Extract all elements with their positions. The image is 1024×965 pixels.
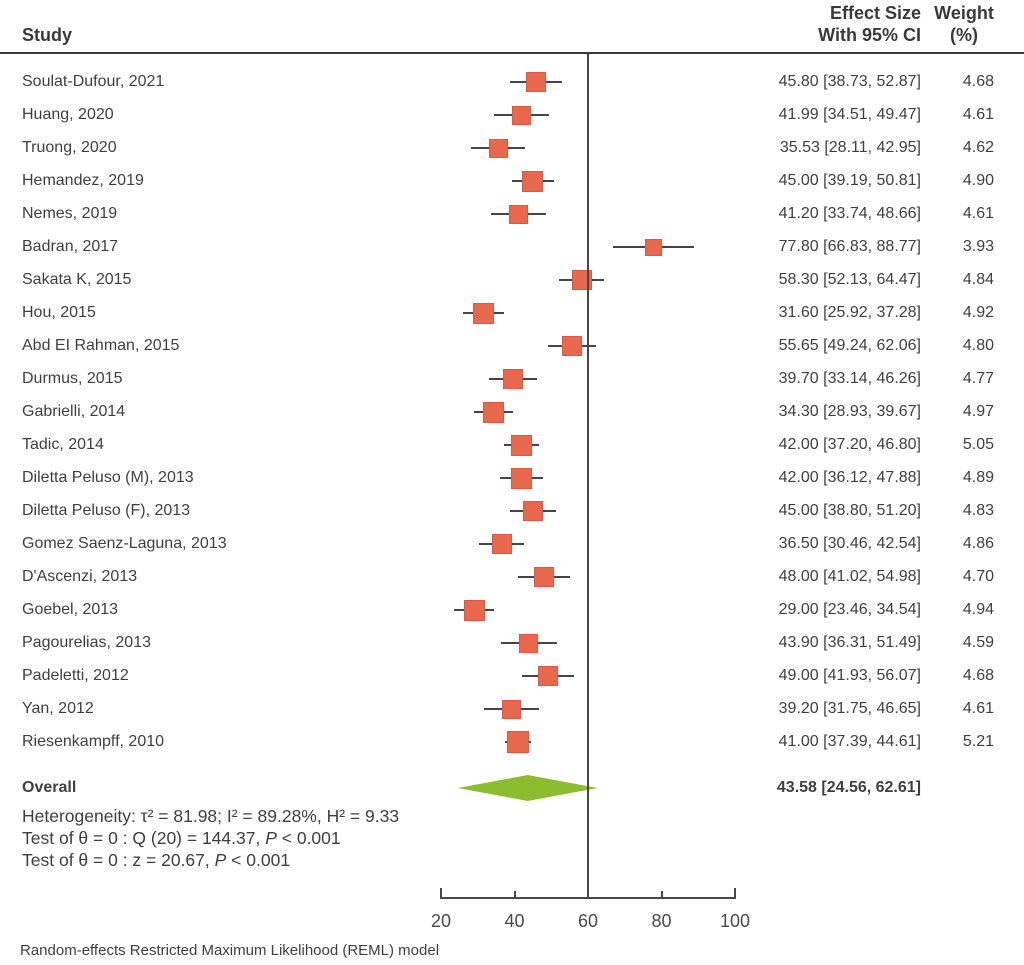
study-label: Truong, 2020 (22, 139, 117, 156)
weight-value: 4.77 (962, 370, 994, 387)
effect-square-marker (562, 336, 582, 356)
overall-label: Overall (22, 779, 77, 796)
effect-size-value: 42.00 [37.20, 46.80] (778, 436, 921, 453)
weight-value: 4.86 (962, 535, 994, 552)
weight-value: 4.97 (962, 403, 994, 420)
effect-square-marker (519, 634, 538, 653)
study-label: Soulat-Dufour, 2021 (22, 73, 165, 90)
effect-size-value: 41.20 [33.74, 48.66] (778, 205, 921, 222)
stat-line-z-test (22, 849, 399, 871)
study-label: Hou, 2015 (22, 304, 96, 321)
weight-value: 4.59 (962, 634, 994, 651)
weight-value: 4.70 (962, 568, 994, 585)
effect-size-value: 39.70 [33.14, 46.26] (778, 370, 921, 387)
effect-size-value: 31.60 [25.92, 37.28] (778, 304, 921, 321)
weight-value: 4.94 (962, 601, 994, 618)
effect-size-value: 77.80 [66.83, 88.77] (778, 238, 921, 255)
weight-value: 4.61 (962, 106, 994, 123)
effect-size-value: 41.99 [34.51, 49.47] (778, 106, 921, 123)
weight-value: 4.61 (962, 700, 994, 717)
weight-value: 4.61 (962, 205, 994, 222)
effect-square-marker (526, 72, 546, 92)
q-test-pvalue: < 0.001 (276, 828, 341, 848)
weight-value: 5.05 (962, 436, 994, 453)
effect-square-marker (492, 534, 512, 554)
effect-size-value: 45.00 [39.19, 50.81] (778, 172, 921, 189)
study-label: Goebel, 2013 (22, 601, 119, 618)
x-axis-tick-label: 100 (719, 911, 751, 931)
effect-square-marker (511, 435, 532, 456)
x-axis-tick (734, 888, 736, 897)
weight-value: 4.89 (962, 469, 994, 486)
study-label: Sakata K, 2015 (22, 271, 132, 288)
effect-square-marker (507, 731, 529, 753)
effect-square-marker (473, 303, 494, 324)
overall-effect-size-value: 43.58 [24.56, 62.61] (776, 779, 921, 796)
effect-square-marker (534, 567, 554, 587)
weight-header-line2: (%) (950, 25, 978, 45)
effect-size-value: 39.20 [31.75, 46.65] (778, 700, 921, 717)
effect-size-value: 36.50 [30.46, 42.54] (778, 535, 921, 552)
effect-square-marker (464, 600, 485, 621)
weight-value: 4.84 (962, 271, 994, 288)
reference-line (587, 54, 589, 899)
effect-size-value: 48.00 [41.02, 54.98] (778, 568, 921, 585)
weight-value: 5.21 (962, 733, 994, 750)
weight-value: 4.83 (962, 502, 994, 519)
weight-value: 4.90 (962, 172, 994, 189)
effect-size-value: 49.00 [41.93, 56.07] (778, 667, 921, 684)
effect-square-marker (512, 106, 531, 125)
effect-square-marker (538, 666, 558, 686)
study-label: Tadic, 2014 (22, 436, 104, 453)
effect-square-marker (645, 239, 662, 256)
stat-line-q-test (22, 827, 399, 849)
stat-line-heterogeneity: Heterogeneity: τ² = 81.98; I² = 89.28%, H² = 9.33 (22, 806, 400, 826)
x-axis-tick-label: 80 (651, 911, 672, 931)
z-test-text: Test of θ = 0 : z = 20.67, (22, 850, 215, 870)
effect-square-marker (522, 171, 543, 192)
x-axis-tick (440, 888, 442, 897)
effect-size-value: 55.65 [49.24, 62.06] (778, 337, 921, 354)
weight-value: 4.92 (962, 304, 994, 321)
study-label: Badran, 2017 (22, 238, 119, 255)
weight-value: 3.93 (962, 238, 994, 255)
effect-square-marker (509, 205, 528, 224)
effect-size-value: 45.00 [38.80, 51.20] (778, 502, 921, 519)
effect-size-value: 35.53 [28.11, 42.95] (779, 139, 921, 156)
study-label: Nemes, 2019 (22, 205, 118, 222)
study-label: Abd EI Rahman, 2015 (22, 337, 180, 354)
x-axis-tick-label: 40 (504, 911, 525, 931)
study-label: Gabrielli, 2014 (22, 403, 126, 420)
overall-diamond (458, 775, 598, 801)
study-label: Padeletti, 2012 (22, 667, 129, 684)
effect-size-header-line2: With 95% CI (818, 25, 921, 45)
effect-square-marker (502, 700, 521, 719)
study-label: Diletta Peluso (F), 2013 (22, 502, 191, 519)
effect-size-value: 58.30 [52.13, 64.47] (778, 271, 921, 288)
study-label: Diletta Peluso (M), 2013 (22, 469, 194, 486)
study-label: Hemandez, 2019 (22, 172, 144, 189)
effect-square-marker (511, 468, 532, 489)
weight-value: 4.80 (962, 337, 994, 354)
effect-square-marker (523, 501, 543, 521)
effect-square-marker (503, 369, 523, 389)
study-label: Durmus, 2015 (22, 370, 123, 387)
effect-size-value: 45.80 [38.73, 52.87] (778, 73, 921, 90)
weight-value: 4.68 (962, 73, 994, 90)
z-test-pvalue: < 0.001 (226, 850, 291, 870)
study-label: Gomez Saenz-Laguna, 2013 (22, 535, 227, 552)
weight-value: 4.68 (962, 667, 994, 684)
heterogeneity-stats (22, 805, 399, 871)
study-label: Riesenkampff, 2010 (22, 733, 165, 750)
p-symbol: P (265, 828, 277, 848)
effect-square-marker (483, 402, 504, 423)
weight-value: 4.62 (962, 139, 994, 156)
weight-header-line1: Weight (934, 3, 994, 23)
p-symbol: P (214, 850, 227, 870)
effect-square-marker (489, 139, 508, 158)
x-axis-tick-label: 60 (577, 911, 599, 931)
effect-size-value: 43.90 [36.31, 51.49] (778, 634, 921, 651)
effect-size-header-line1: Effect Size (829, 3, 921, 23)
effect-size-value: 42.00 [36.12, 47.88] (778, 469, 921, 486)
effect-size-value: 29.00 [23.46, 34.54] (778, 601, 921, 618)
study-label: Huang, 2020 (22, 106, 114, 123)
study-label: Yan, 2012 (22, 700, 94, 717)
x-axis-tick-label: 20 (430, 911, 452, 931)
model-footnote: Random-effects Restricted Maximum Likelihood (REML) model (20, 942, 440, 959)
effect-size-value: 41.00 [37.39, 44.61] (778, 733, 921, 750)
q-test-text: Test of θ = 0 : Q (20) = 144.37, (22, 828, 266, 848)
study-label: Pagourelias, 2013 (22, 634, 151, 651)
study-column-header: Study (22, 25, 73, 45)
study-label: D'Ascenzi, 2013 (22, 568, 138, 585)
effect-size-value: 34.30 [28.93, 39.67] (778, 403, 921, 420)
